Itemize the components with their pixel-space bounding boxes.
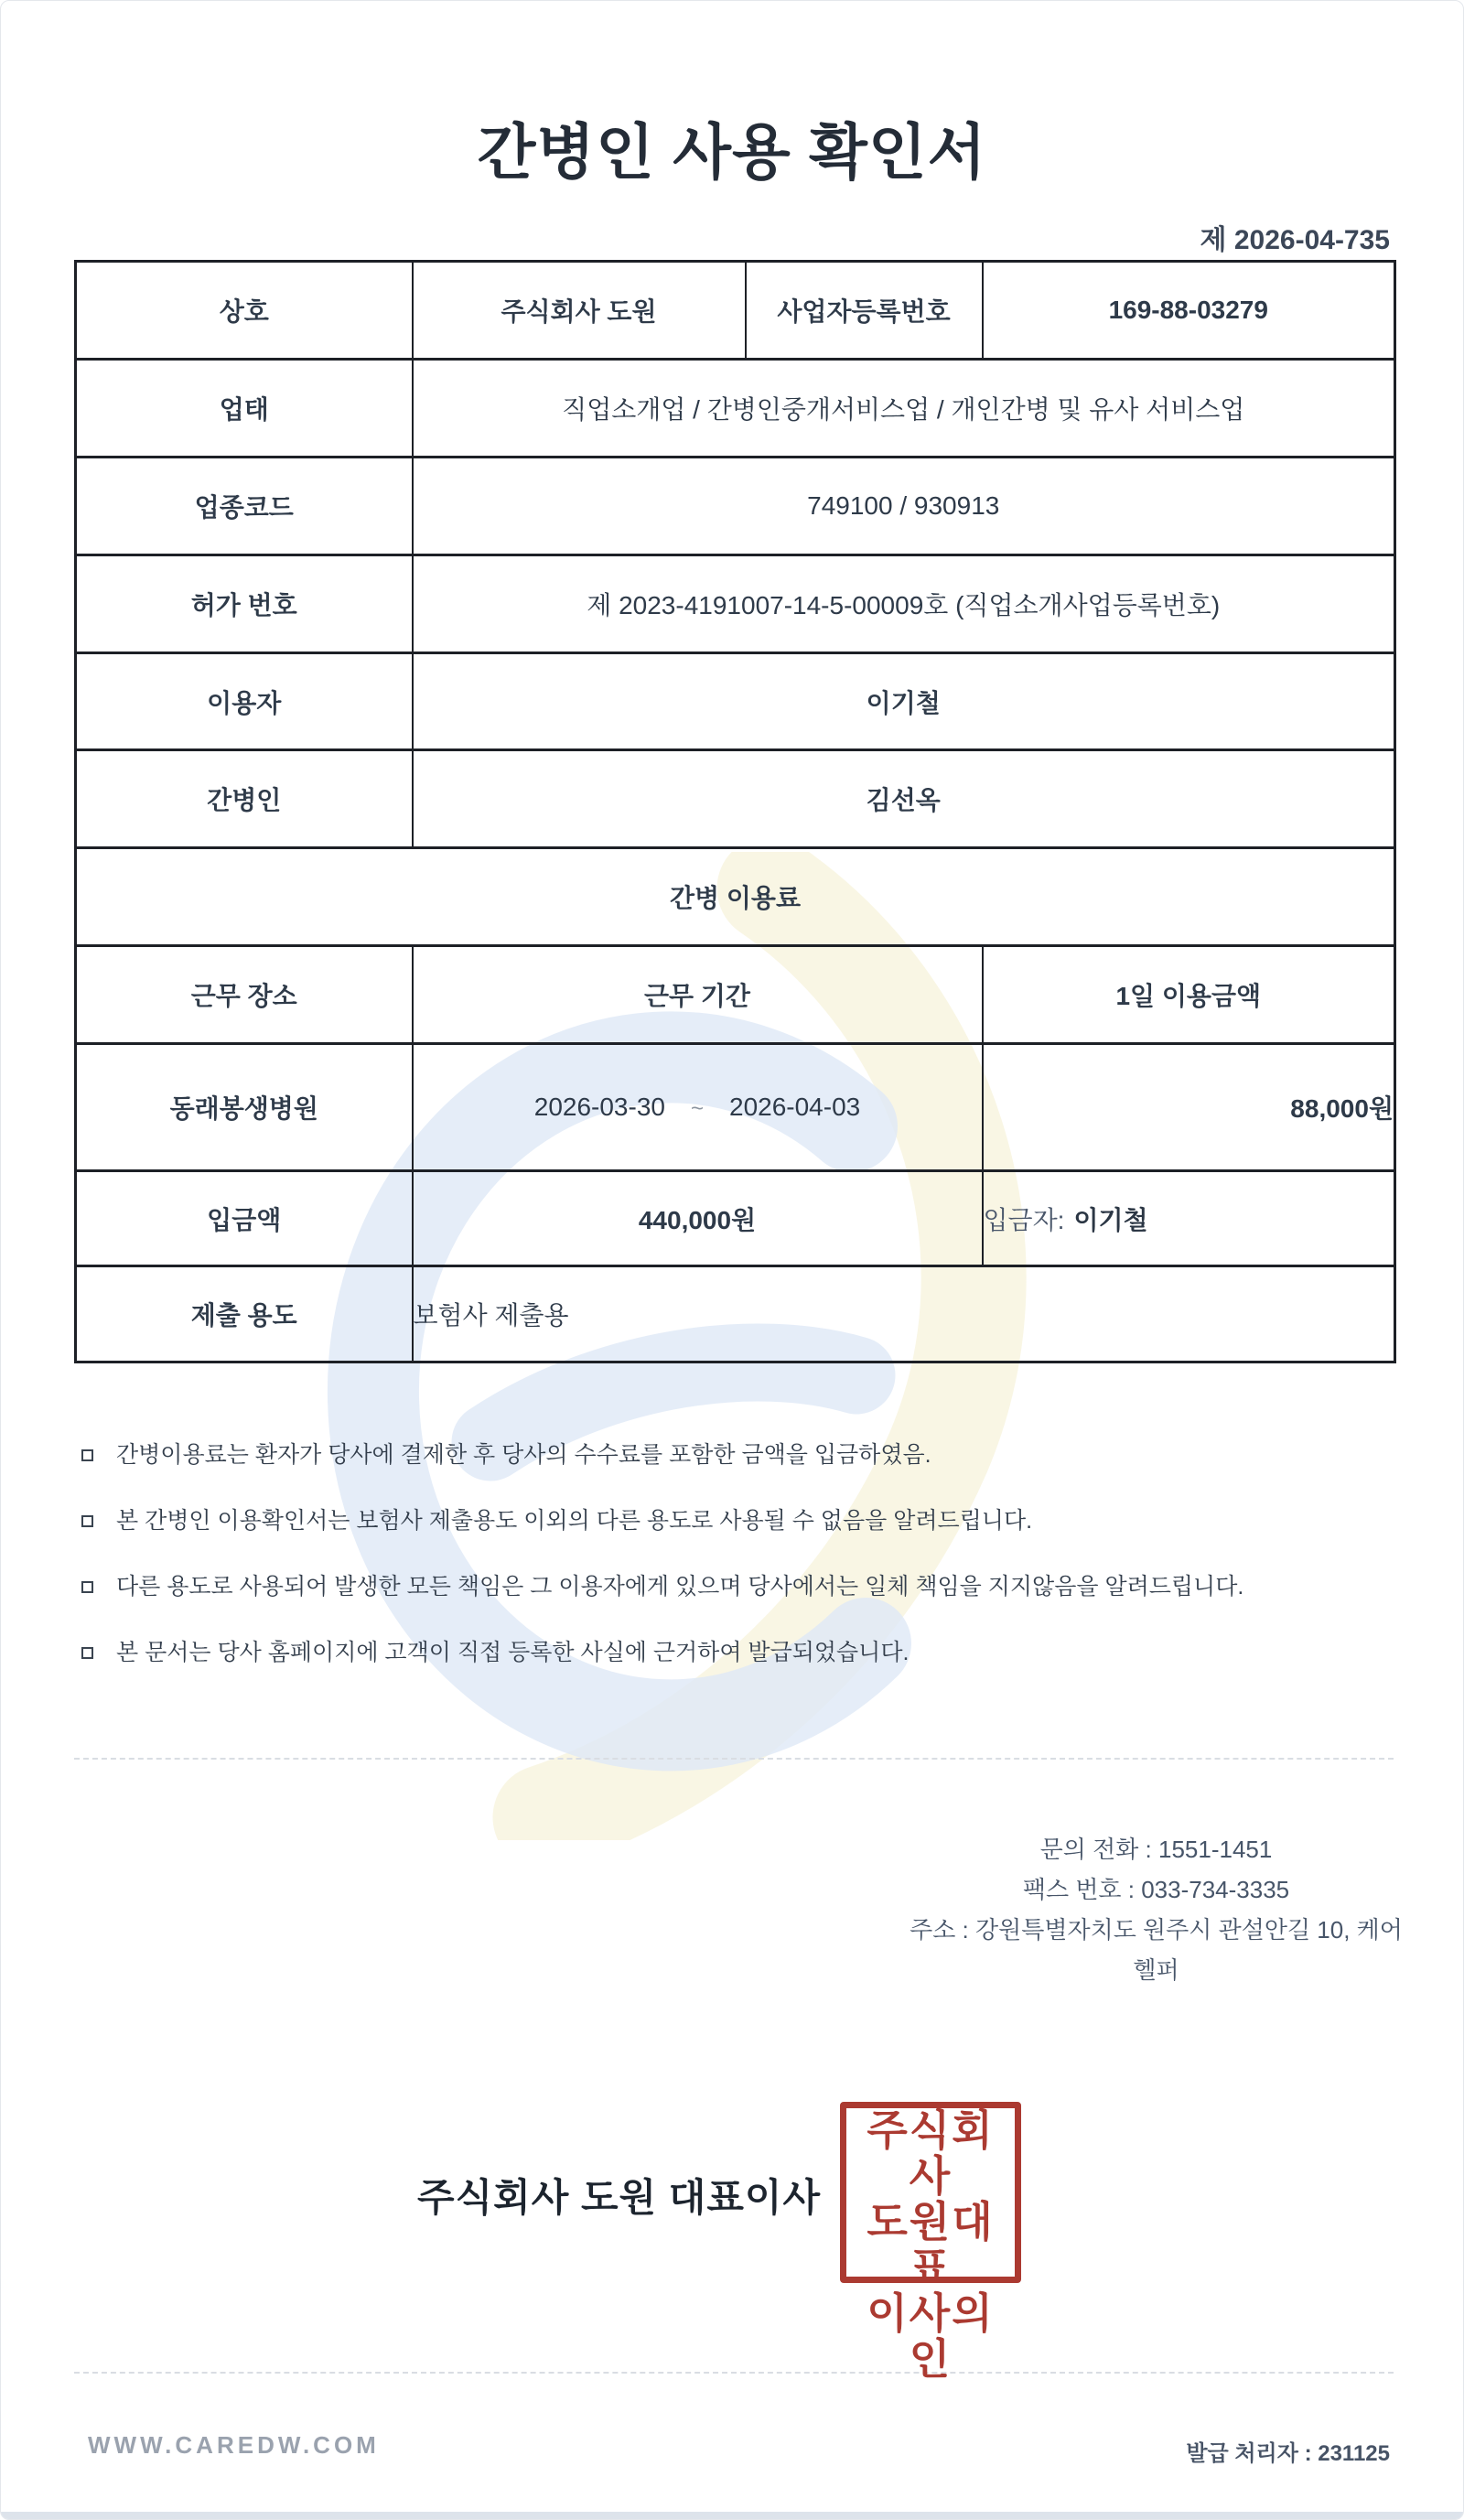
period-start-date: 2026-03-30 bbox=[533, 1093, 665, 1121]
depositor-name: 이기철 bbox=[1073, 1205, 1148, 1234]
square-bullet-icon bbox=[81, 1647, 93, 1659]
contact-fax: 팩스 번호 : 033-734-3335 bbox=[1022, 1876, 1290, 1903]
deposit-amount-value: 440,000원 bbox=[413, 1171, 983, 1266]
industry-code-value: 749100 / 930913 bbox=[413, 458, 1395, 555]
purpose-value: 보험사 제출용 bbox=[413, 1266, 1395, 1362]
table-row bbox=[76, 750, 1395, 848]
list-item bbox=[81, 1509, 1381, 1534]
issuer-id: 발급 처리자 : 231125 bbox=[1186, 2441, 1390, 2466]
permit-number-label: 허가 번호 bbox=[76, 555, 413, 653]
permit-number-value: 제 2023-4191007-14-5-00009호 (직업소개사업등록번호) bbox=[413, 555, 1395, 653]
contact-phone: 문의 전화 : 1551-1451 bbox=[1039, 1836, 1273, 1863]
list-item bbox=[81, 1443, 1381, 1468]
ceo-signature-text: 주식회사 도원 대표이사 bbox=[417, 2176, 822, 2219]
depositor-cell bbox=[983, 1171, 1395, 1266]
seal-text-line: 주식회사 bbox=[867, 2107, 995, 2200]
table-row bbox=[76, 555, 1395, 653]
note-text: 본 문서는 당사 홈페이지에 고객이 직접 등록한 사실에 근거하여 발급되었습니다. bbox=[116, 1640, 910, 1665]
website-url: WWW.CAREDW.COM bbox=[88, 2431, 380, 2459]
business-type-value: 직업소개업 / 간병인중개서비스업 / 개인간병 및 유사 서비스업 bbox=[413, 360, 1395, 458]
industry-code-label: 업종코드 bbox=[76, 458, 413, 555]
document-number: 제 2026-04-735 bbox=[1200, 225, 1390, 255]
table-row bbox=[76, 848, 1395, 946]
bottom-accent-strip bbox=[1, 2512, 1463, 2519]
deposit-amount-label: 입금액 bbox=[76, 1171, 413, 1266]
dashed-divider bbox=[74, 1758, 1394, 1760]
note-text: 간병이용료는 환자가 당사에 결제한 후 당사의 수수료를 포함한 금액을 입금하였음. bbox=[116, 1442, 931, 1468]
work-period-value bbox=[413, 1044, 983, 1171]
caregiver-label: 간병인 bbox=[76, 750, 413, 848]
company-name-label: 상호 bbox=[76, 262, 413, 360]
user-value: 이기철 bbox=[413, 653, 1395, 750]
work-place-value: 동래봉생병원 bbox=[76, 1044, 413, 1171]
square-bullet-icon bbox=[81, 1449, 93, 1461]
contact-address: 주소 : 강원특별자치도 원주시 관설안길 10, 케어헬퍼 bbox=[910, 1916, 1403, 1984]
list-item bbox=[81, 1575, 1381, 1599]
fee-section-title: 간병 이용료 bbox=[76, 848, 1395, 946]
seal-text-line: 도원대표 bbox=[867, 2199, 995, 2291]
purpose-label: 제출 용도 bbox=[76, 1266, 413, 1362]
seal-text-line: 이사의인 bbox=[867, 2290, 995, 2383]
square-bullet-icon bbox=[81, 1515, 93, 1527]
work-place-header: 근무 장소 bbox=[76, 946, 413, 1044]
table-row bbox=[76, 458, 1395, 555]
confirmation-table bbox=[74, 260, 1396, 1363]
corporate-seal-stamp bbox=[840, 2102, 1021, 2383]
table-row bbox=[76, 1266, 1395, 1362]
table-row bbox=[76, 360, 1395, 458]
table-row bbox=[76, 262, 1395, 360]
business-reg-label: 사업자등록번호 bbox=[746, 262, 983, 360]
work-period-header: 근무 기간 bbox=[413, 946, 983, 1044]
dashed-divider bbox=[74, 2372, 1394, 2374]
list-item bbox=[81, 1641, 1381, 1665]
note-text: 본 간병인 이용확인서는 보험사 제출용도 이외의 다른 용도로 사용될 수 없음을 알려드립니다. bbox=[116, 1508, 1033, 1534]
notes-list bbox=[81, 1443, 1381, 1707]
contact-info bbox=[907, 1829, 1405, 1990]
user-label: 이용자 bbox=[76, 653, 413, 750]
daily-fee-header: 1일 이용금액 bbox=[983, 946, 1395, 1044]
period-end-date: 2026-04-03 bbox=[729, 1093, 861, 1121]
table-row bbox=[76, 1171, 1395, 1266]
table-row bbox=[76, 653, 1395, 750]
company-name-value: 주식회사 도원 bbox=[413, 262, 746, 360]
daily-fee-value: 88,000원 bbox=[983, 1044, 1395, 1171]
square-bullet-icon bbox=[81, 1581, 93, 1593]
business-reg-value: 169-88-03279 bbox=[983, 262, 1395, 360]
table-row bbox=[76, 1044, 1395, 1171]
depositor-label: 입금자: bbox=[983, 1205, 1065, 1234]
page-title: 간병인 사용 확인서 bbox=[477, 118, 987, 186]
tilde-separator: ~ bbox=[690, 1096, 704, 1121]
note-text: 다른 용도로 사용되어 발생한 모든 책임은 그 이용자에게 있으며 당사에서는 일체 책임을 지지않음을 알려드립니다. bbox=[116, 1574, 1244, 1599]
business-type-label: 업태 bbox=[76, 360, 413, 458]
table-row bbox=[76, 946, 1395, 1044]
caregiver-value: 김선옥 bbox=[413, 750, 1395, 848]
